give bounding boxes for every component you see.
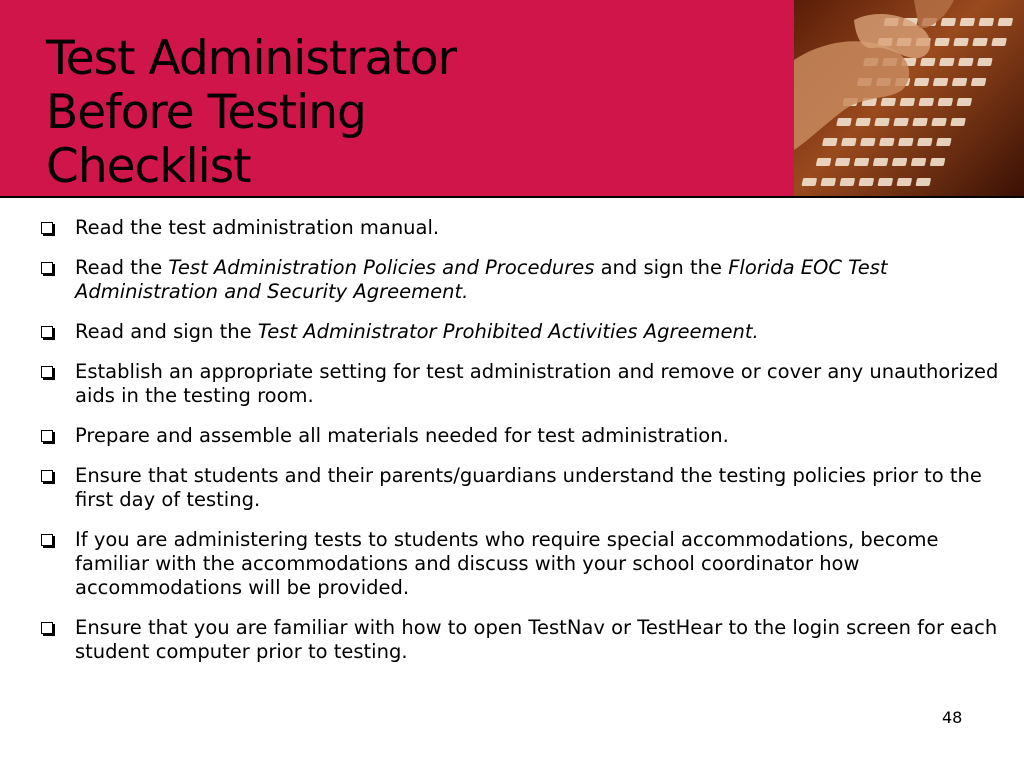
checkbox-icon xyxy=(41,262,53,274)
checklist-item xyxy=(40,424,1000,448)
keyboard-key xyxy=(835,158,851,166)
keyboard-key xyxy=(896,178,912,186)
keyboard-key xyxy=(977,58,993,66)
keyboard-key xyxy=(940,18,956,26)
keyboard-photo xyxy=(794,0,1024,196)
keyboard-key xyxy=(930,158,946,166)
keyboard-key xyxy=(880,98,896,106)
keyboard-photo-illustration xyxy=(794,0,1024,196)
keyboard-key xyxy=(978,18,994,26)
document-title: Test Administrator Prohibited Activities Agreement. xyxy=(257,320,759,343)
keyboard-key xyxy=(959,18,975,26)
page-number: 48 xyxy=(942,708,963,727)
keyboard-key xyxy=(991,38,1007,46)
checklist-item xyxy=(40,360,1000,408)
keyboard-key xyxy=(879,138,895,146)
keyboard-key xyxy=(854,158,870,166)
slide-title-line-3: Checklist xyxy=(46,139,251,194)
checklist-item xyxy=(40,464,1000,512)
checklist-item xyxy=(40,528,1000,600)
keyboard-key xyxy=(937,98,953,106)
document-title: Test Administration Policies and Procedures xyxy=(168,256,595,279)
keyboard-key xyxy=(958,58,974,66)
keyboard-key xyxy=(933,78,949,86)
item-text: Read the test administration manual. xyxy=(75,216,440,239)
checkbox-icon xyxy=(41,366,53,378)
keyboard-key xyxy=(939,58,955,66)
keyboard-key xyxy=(997,18,1013,26)
keyboard-key xyxy=(858,178,874,186)
item-text: Ensure that students and their parents/guardians understand the testing policies prior to the first day of testing. xyxy=(75,464,982,511)
slide-title xyxy=(46,32,456,194)
keyboard-key xyxy=(855,118,871,126)
item-text: Read the xyxy=(75,256,169,279)
keyboard-key xyxy=(953,38,969,46)
item-text: If you are administering tests to students who require special accommodations, become familiar with the accommodations and discuss with your school coordinator how accommodations will be provided. xyxy=(75,528,939,599)
checkbox-icon xyxy=(41,326,53,338)
checkbox-icon xyxy=(41,470,53,482)
keyboard-key xyxy=(971,78,987,86)
keyboard-key xyxy=(893,118,909,126)
checklist-item xyxy=(40,256,1000,304)
keyboard-key xyxy=(956,98,972,106)
keyboard-key xyxy=(801,178,817,186)
title-divider xyxy=(0,196,1024,198)
item-text: Read and sign the xyxy=(75,320,258,343)
keyboard-key xyxy=(899,98,915,106)
document-title: Florida EOC Test Administration and Security Agreement. xyxy=(75,256,888,303)
keyboard-key xyxy=(873,158,889,166)
keyboard-key xyxy=(950,118,966,126)
keyboard-key xyxy=(911,158,927,166)
keyboard-key xyxy=(841,138,857,146)
checklist-item xyxy=(40,216,1000,240)
slide-title-line-2: Before Testing xyxy=(46,85,366,140)
keyboard-key xyxy=(934,38,950,46)
checklist xyxy=(40,216,1000,680)
item-text: and sign the xyxy=(594,256,729,279)
keyboard-key xyxy=(914,78,930,86)
checkbox-icon xyxy=(41,534,53,546)
item-text: Ensure that you are familiar with how to open TestNav or TestHear to the login screen for each student computer prior to testing. xyxy=(75,616,998,663)
keyboard-key xyxy=(816,158,832,166)
keyboard-key xyxy=(936,138,952,146)
keyboard-key xyxy=(931,118,947,126)
keyboard-key xyxy=(839,178,855,186)
checklist-item xyxy=(40,616,1000,664)
keyboard-key xyxy=(972,38,988,46)
slide-title-line-1: Test Administrator xyxy=(46,31,456,86)
keyboard-key xyxy=(822,138,838,146)
keyboard-key xyxy=(892,158,908,166)
keyboard-key xyxy=(820,178,836,186)
checkbox-icon xyxy=(41,430,53,442)
keyboard-key xyxy=(917,138,933,146)
keyboard-key xyxy=(918,98,934,106)
keyboard-key xyxy=(860,138,876,146)
keyboard-key xyxy=(836,118,852,126)
keyboard-key xyxy=(952,78,968,86)
item-text: Prepare and assemble all materials needed for test administration. xyxy=(75,424,729,447)
keyboard-key xyxy=(920,58,936,66)
keyboard-key xyxy=(898,138,914,146)
checkbox-icon xyxy=(41,222,53,234)
keyboard-key xyxy=(874,118,890,126)
keyboard-key xyxy=(877,178,893,186)
keyboard-key xyxy=(912,118,928,126)
checklist-item xyxy=(40,320,1000,344)
checkbox-icon xyxy=(41,622,53,634)
keyboard-key xyxy=(915,178,931,186)
item-text: Establish an appropriate setting for test administration and remove or cover any unauthorized aids in the testing room. xyxy=(75,360,999,407)
